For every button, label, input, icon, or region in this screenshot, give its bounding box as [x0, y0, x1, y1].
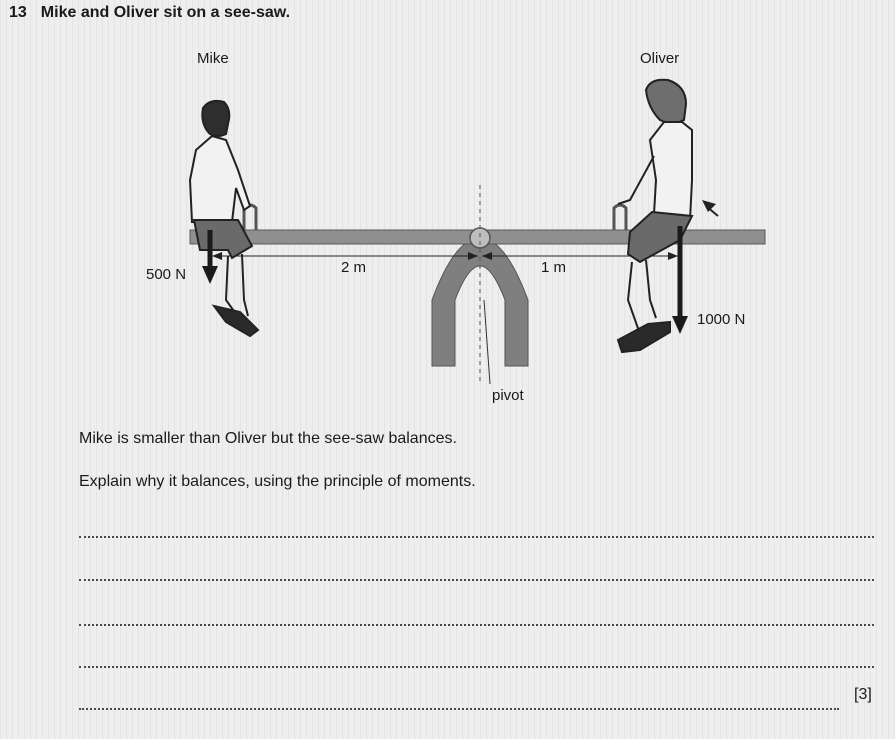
answer-line[interactable]	[79, 666, 874, 668]
answer-line[interactable]	[79, 708, 839, 710]
force-label-left: 500 N	[146, 266, 187, 283]
distance-label-left: 2 m	[341, 259, 367, 276]
statement-text: Mike is smaller than Oliver but the see-saw balances.	[79, 430, 457, 447]
marks-label: [3]	[854, 686, 872, 703]
force-label-right: 1000 N	[697, 311, 746, 328]
corner-arrow-icon	[702, 200, 718, 216]
answer-line[interactable]	[79, 536, 874, 538]
mike-label: Mike	[197, 50, 229, 67]
oliver-label: Oliver	[640, 50, 680, 67]
pivot-pointer	[484, 300, 490, 384]
answer-line[interactable]	[79, 624, 874, 626]
question-text: Mike and Oliver sit on a see-saw.	[40, 4, 291, 21]
pivot-label: pivot	[492, 387, 524, 404]
mike-figure	[190, 101, 258, 336]
question-number: 13	[9, 4, 27, 21]
distance-label-right: 1 m	[541, 259, 567, 276]
answer-line[interactable]	[79, 579, 874, 581]
instruction-text: Explain why it balances, using the principle of moments.	[79, 473, 476, 490]
right-handle	[614, 205, 626, 230]
